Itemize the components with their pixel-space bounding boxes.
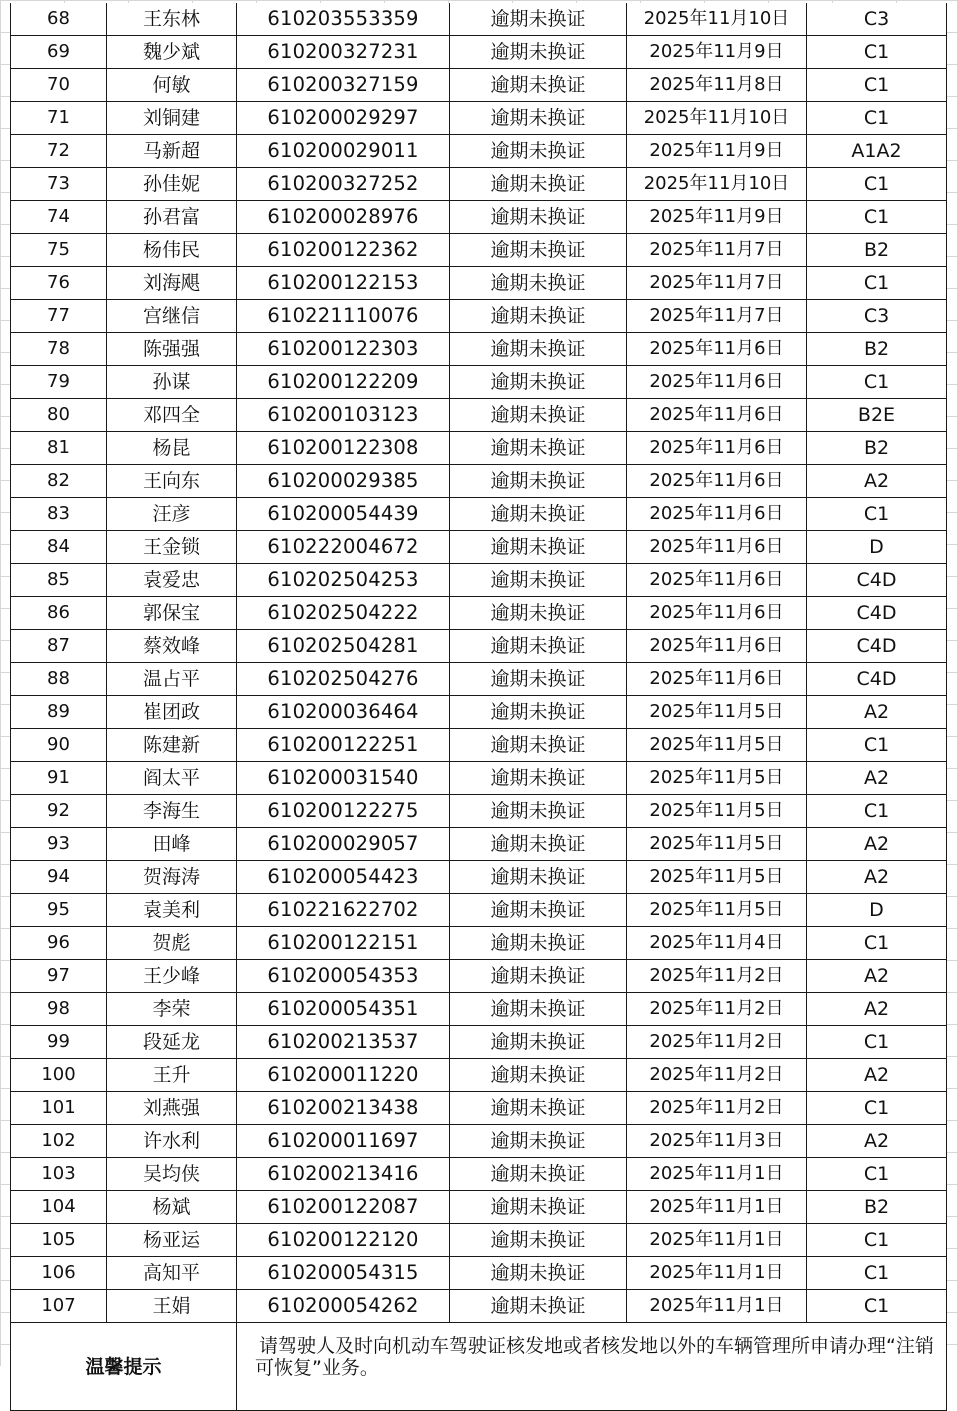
driver-name-cell[interactable]: 邓四全 — [107, 399, 237, 432]
records-table — [10, 3, 947, 1411]
license-class-cell[interactable]: B2 — [807, 333, 947, 366]
license-class-cell[interactable]: C4D — [807, 630, 947, 663]
status-cell[interactable]: 逾期未换证 — [450, 795, 627, 828]
license-class-cell[interactable]: C1 — [807, 69, 947, 102]
row-number-cell[interactable]: 82 — [11, 465, 107, 498]
row-number-cell[interactable]: 77 — [11, 300, 107, 333]
table-row — [11, 366, 947, 399]
date-cell[interactable]: 2025年11月6日 — [627, 465, 807, 498]
driver-name-cell[interactable]: 王升 — [107, 1059, 237, 1092]
status-cell[interactable]: 逾期未换证 — [450, 465, 627, 498]
license-number-cell[interactable]: 610200054315 — [237, 1257, 450, 1290]
date-cell[interactable]: 2025年11月6日 — [627, 531, 807, 564]
license-class-cell[interactable]: D — [807, 894, 947, 927]
status-cell[interactable]: 逾期未换证 — [450, 69, 627, 102]
row-number-cell[interactable]: 103 — [11, 1158, 107, 1191]
date-cell[interactable]: 2025年11月2日 — [627, 1059, 807, 1092]
license-number-cell[interactable]: 610221110076 — [237, 300, 450, 333]
license-class-cell[interactable]: C1 — [807, 1026, 947, 1059]
license-number-cell[interactable]: 610200054423 — [237, 861, 450, 894]
driver-name-cell[interactable]: 袁美利 — [107, 894, 237, 927]
row-number-cell[interactable]: 101 — [11, 1092, 107, 1125]
driver-name-cell[interactable]: 高知平 — [107, 1257, 237, 1290]
row-number-cell[interactable]: 81 — [11, 432, 107, 465]
table-row — [11, 1290, 947, 1323]
status-cell[interactable]: 逾期未换证 — [450, 234, 627, 267]
license-class-cell[interactable]: B2E — [807, 399, 947, 432]
license-class-cell[interactable]: C1 — [807, 795, 947, 828]
status-cell[interactable]: 逾期未换证 — [450, 1158, 627, 1191]
driver-name-cell[interactable]: 王少峰 — [107, 960, 237, 993]
table-row — [11, 861, 947, 894]
license-class-cell[interactable]: C3 — [807, 300, 947, 333]
row-number-cell[interactable]: 92 — [11, 795, 107, 828]
status-cell[interactable]: 逾期未换证 — [450, 1092, 627, 1125]
license-number-cell[interactable]: 610200122308 — [237, 432, 450, 465]
driver-name-cell[interactable]: 汪彦 — [107, 498, 237, 531]
row-number-cell[interactable]: 73 — [11, 168, 107, 201]
table-row — [11, 69, 947, 102]
license-class-cell[interactable]: D — [807, 531, 947, 564]
row-number-cell[interactable]: 91 — [11, 762, 107, 795]
license-class-cell[interactable]: A2 — [807, 993, 947, 1026]
table-row — [11, 762, 947, 795]
driver-name-cell[interactable]: 袁爱忠 — [107, 564, 237, 597]
table-row — [11, 1059, 947, 1092]
row-number-cell[interactable]: 68 — [11, 3, 107, 36]
driver-name-cell[interactable]: 刘铜建 — [107, 102, 237, 135]
driver-name-cell[interactable]: 杨斌 — [107, 1191, 237, 1224]
table-row — [11, 1257, 947, 1290]
driver-name-cell[interactable]: 王金锁 — [107, 531, 237, 564]
status-cell[interactable]: 逾期未换证 — [450, 729, 627, 762]
status-cell[interactable]: 逾期未换证 — [450, 1125, 627, 1158]
license-number-cell[interactable]: 610202504222 — [237, 597, 450, 630]
date-cell[interactable]: 2025年11月7日 — [627, 234, 807, 267]
license-number-cell[interactable]: 610200213416 — [237, 1158, 450, 1191]
license-number-cell[interactable]: 610200054351 — [237, 993, 450, 1026]
row-number-cell[interactable]: 76 — [11, 267, 107, 300]
license-number-cell[interactable]: 610203553359 — [237, 3, 450, 36]
driver-name-cell[interactable]: 李荣 — [107, 993, 237, 1026]
driver-name-cell[interactable]: 杨昆 — [107, 432, 237, 465]
table-row — [11, 564, 947, 597]
license-number-cell[interactable]: 610200327159 — [237, 69, 450, 102]
date-cell[interactable]: 2025年11月2日 — [627, 1092, 807, 1125]
license-number-cell[interactable]: 610202504253 — [237, 564, 450, 597]
table-row — [11, 630, 947, 663]
row-number-cell[interactable]: 99 — [11, 1026, 107, 1059]
row-number-cell[interactable]: 89 — [11, 696, 107, 729]
status-cell[interactable]: 逾期未换证 — [450, 432, 627, 465]
date-cell[interactable]: 2025年11月6日 — [627, 597, 807, 630]
row-number-cell[interactable]: 104 — [11, 1191, 107, 1224]
license-class-cell[interactable]: C1 — [807, 1224, 947, 1257]
status-cell[interactable]: 逾期未换证 — [450, 36, 627, 69]
license-number-cell[interactable]: 610200054262 — [237, 1290, 450, 1323]
license-number-cell[interactable]: 610200011220 — [237, 1059, 450, 1092]
date-cell[interactable]: 2025年11月8日 — [627, 69, 807, 102]
license-class-cell[interactable]: C4D — [807, 564, 947, 597]
license-class-cell[interactable]: A2 — [807, 465, 947, 498]
status-cell[interactable]: 逾期未换证 — [450, 927, 627, 960]
driver-name-cell[interactable]: 贺海涛 — [107, 861, 237, 894]
date-cell[interactable]: 2025年11月6日 — [627, 432, 807, 465]
date-cell[interactable]: 2025年11月1日 — [627, 1224, 807, 1257]
license-number-cell[interactable]: 610200122153 — [237, 267, 450, 300]
table-row — [11, 894, 947, 927]
driver-name-cell[interactable]: 李海生 — [107, 795, 237, 828]
row-number-cell[interactable]: 106 — [11, 1257, 107, 1290]
license-number-cell[interactable]: 610200213438 — [237, 1092, 450, 1125]
table-row — [11, 234, 947, 267]
table-row — [11, 36, 947, 69]
license-class-cell[interactable]: A2 — [807, 960, 947, 993]
row-number-cell[interactable]: 74 — [11, 201, 107, 234]
table-row — [11, 267, 947, 300]
driver-name-cell[interactable]: 孙君富 — [107, 201, 237, 234]
license-number-cell[interactable]: 610200029057 — [237, 828, 450, 861]
license-number-cell[interactable]: 610200122151 — [237, 927, 450, 960]
license-number-cell[interactable]: 610200122251 — [237, 729, 450, 762]
date-cell[interactable]: 2025年11月5日 — [627, 729, 807, 762]
driver-name-cell[interactable]: 许水利 — [107, 1125, 237, 1158]
date-cell[interactable]: 2025年11月6日 — [627, 630, 807, 663]
license-class-cell[interactable]: A1A2 — [807, 135, 947, 168]
date-cell[interactable]: 2025年11月7日 — [627, 300, 807, 333]
table-row — [11, 465, 947, 498]
table-row — [11, 1191, 947, 1224]
status-cell[interactable]: 逾期未换证 — [450, 828, 627, 861]
tip-row — [11, 1323, 947, 1411]
license-class-cell[interactable]: C1 — [807, 1257, 947, 1290]
driver-name-cell[interactable]: 王东林 — [107, 3, 237, 36]
driver-name-cell[interactable]: 贺彪 — [107, 927, 237, 960]
table-row — [11, 1158, 947, 1191]
table-row — [11, 1092, 947, 1125]
date-cell[interactable]: 2025年11月2日 — [627, 1026, 807, 1059]
table-row — [11, 729, 947, 762]
license-class-cell[interactable]: C1 — [807, 36, 947, 69]
driver-name-cell[interactable]: 段延龙 — [107, 1026, 237, 1059]
license-class-cell[interactable]: C1 — [807, 267, 947, 300]
status-cell[interactable]: 逾期未换证 — [450, 267, 627, 300]
driver-name-cell[interactable]: 刘燕强 — [107, 1092, 237, 1125]
row-number-cell[interactable]: 79 — [11, 366, 107, 399]
license-number-cell[interactable]: 610200054439 — [237, 498, 450, 531]
license-number-cell[interactable]: 610200036464 — [237, 696, 450, 729]
license-class-cell[interactable]: B2 — [807, 1191, 947, 1224]
license-class-cell[interactable]: A2 — [807, 1125, 947, 1158]
date-cell[interactable]: 2025年11月10日 — [627, 168, 807, 201]
driver-name-cell[interactable]: 王向东 — [107, 465, 237, 498]
license-class-cell[interactable]: C1 — [807, 201, 947, 234]
driver-name-cell[interactable]: 马新超 — [107, 135, 237, 168]
date-cell[interactable]: 2025年11月1日 — [627, 1191, 807, 1224]
status-cell[interactable]: 逾期未换证 — [450, 1290, 627, 1323]
table-row — [11, 828, 947, 861]
row-number-cell[interactable]: 105 — [11, 1224, 107, 1257]
license-number-cell[interactable]: 610222004672 — [237, 531, 450, 564]
date-cell[interactable]: 2025年11月5日 — [627, 762, 807, 795]
license-number-cell[interactable]: 610200122362 — [237, 234, 450, 267]
license-class-cell[interactable]: A2 — [807, 861, 947, 894]
date-cell[interactable]: 2025年11月1日 — [627, 1257, 807, 1290]
license-number-cell[interactable]: 610200327252 — [237, 168, 450, 201]
date-cell[interactable]: 2025年11月2日 — [627, 960, 807, 993]
driver-name-cell[interactable]: 宫继信 — [107, 300, 237, 333]
date-cell[interactable]: 2025年11月10日 — [627, 102, 807, 135]
row-number-cell[interactable]: 75 — [11, 234, 107, 267]
table-row — [11, 102, 947, 135]
status-cell[interactable]: 逾期未换证 — [450, 894, 627, 927]
date-cell[interactable]: 2025年11月9日 — [627, 135, 807, 168]
date-cell[interactable]: 2025年11月1日 — [627, 1158, 807, 1191]
table-row — [11, 168, 947, 201]
status-cell[interactable]: 逾期未换证 — [450, 201, 627, 234]
license-class-cell[interactable]: C1 — [807, 1290, 947, 1323]
license-class-cell[interactable]: C1 — [807, 1092, 947, 1125]
license-class-cell[interactable]: A2 — [807, 696, 947, 729]
status-cell[interactable]: 逾期未换证 — [450, 498, 627, 531]
table-row — [11, 993, 947, 1026]
status-cell[interactable]: 逾期未换证 — [450, 1257, 627, 1290]
row-number-cell[interactable]: 96 — [11, 927, 107, 960]
table-row — [11, 1026, 947, 1059]
status-cell[interactable]: 逾期未换证 — [450, 366, 627, 399]
status-cell[interactable]: 逾期未换证 — [450, 1191, 627, 1224]
driver-name-cell[interactable]: 蔡效峰 — [107, 630, 237, 663]
status-cell[interactable]: 逾期未换证 — [450, 102, 627, 135]
status-cell[interactable]: 逾期未换证 — [450, 696, 627, 729]
table-row — [11, 333, 947, 366]
status-cell[interactable]: 逾期未换证 — [450, 960, 627, 993]
license-class-cell[interactable]: C1 — [807, 366, 947, 399]
license-number-cell[interactable]: 610200103123 — [237, 399, 450, 432]
license-number-cell[interactable]: 610200122120 — [237, 1224, 450, 1257]
license-number-cell[interactable]: 610200054353 — [237, 960, 450, 993]
tip-label[interactable]: 温馨提示 — [11, 1323, 237, 1411]
driver-name-cell[interactable]: 孙佳妮 — [107, 168, 237, 201]
date-cell[interactable]: 2025年11月6日 — [627, 333, 807, 366]
license-number-cell[interactable]: 610200029011 — [237, 135, 450, 168]
table-row — [11, 696, 947, 729]
table-row — [11, 300, 947, 333]
table-row — [11, 399, 947, 432]
license-number-cell[interactable]: 610200029297 — [237, 102, 450, 135]
table-row — [11, 1224, 947, 1257]
date-cell[interactable]: 2025年11月4日 — [627, 927, 807, 960]
license-class-cell[interactable]: A2 — [807, 762, 947, 795]
license-class-cell[interactable]: C4D — [807, 597, 947, 630]
license-number-cell[interactable]: 610202504281 — [237, 630, 450, 663]
date-cell[interactable]: 2025年11月6日 — [627, 399, 807, 432]
row-number-cell[interactable]: 95 — [11, 894, 107, 927]
date-cell[interactable]: 2025年11月5日 — [627, 795, 807, 828]
date-cell[interactable]: 2025年11月6日 — [627, 564, 807, 597]
license-number-cell[interactable]: 610221622702 — [237, 894, 450, 927]
status-cell[interactable]: 逾期未换证 — [450, 1224, 627, 1257]
row-number-cell[interactable]: 78 — [11, 333, 107, 366]
license-class-cell[interactable]: B2 — [807, 234, 947, 267]
date-cell[interactable]: 2025年11月6日 — [627, 498, 807, 531]
date-cell[interactable]: 2025年11月6日 — [627, 366, 807, 399]
driver-name-cell[interactable]: 陈建新 — [107, 729, 237, 762]
tip-text[interactable]: 请驾驶人及时向机动车驾驶证核发地或者核发地以外的车辆管理所申请办理“注销可恢复”业务。 — [237, 1323, 947, 1411]
row-number-cell[interactable]: 83 — [11, 498, 107, 531]
license-number-cell[interactable]: 610200028976 — [237, 201, 450, 234]
license-number-cell[interactable]: 610200122303 — [237, 333, 450, 366]
driver-name-cell[interactable]: 郭保宝 — [107, 597, 237, 630]
status-cell[interactable]: 逾期未换证 — [450, 333, 627, 366]
row-number-cell[interactable]: 94 — [11, 861, 107, 894]
table-row — [11, 795, 947, 828]
license-number-cell[interactable]: 610202504276 — [237, 663, 450, 696]
license-class-cell[interactable]: B2 — [807, 432, 947, 465]
date-cell[interactable]: 2025年11月9日 — [627, 36, 807, 69]
license-class-cell[interactable]: C1 — [807, 729, 947, 762]
driver-name-cell[interactable]: 杨伟民 — [107, 234, 237, 267]
status-cell[interactable]: 逾期未换证 — [450, 531, 627, 564]
row-number-cell[interactable]: 93 — [11, 828, 107, 861]
table-row — [11, 432, 947, 465]
status-cell[interactable]: 逾期未换证 — [450, 630, 627, 663]
status-cell[interactable]: 逾期未换证 — [450, 597, 627, 630]
license-number-cell[interactable]: 610200031540 — [237, 762, 450, 795]
table-row — [11, 960, 947, 993]
status-cell[interactable]: 逾期未换证 — [450, 399, 627, 432]
date-cell[interactable]: 2025年11月5日 — [627, 894, 807, 927]
driver-name-cell[interactable]: 刘海飓 — [107, 267, 237, 300]
status-cell[interactable]: 逾期未换证 — [450, 993, 627, 1026]
driver-name-cell[interactable]: 魏少斌 — [107, 36, 237, 69]
status-cell[interactable]: 逾期未换证 — [450, 762, 627, 795]
license-class-cell[interactable]: A2 — [807, 1059, 947, 1092]
table-row — [11, 927, 947, 960]
status-cell[interactable]: 逾期未换证 — [450, 663, 627, 696]
date-cell[interactable]: 2025年11月10日 — [627, 3, 807, 36]
status-cell[interactable]: 逾期未换证 — [450, 135, 627, 168]
driver-name-cell[interactable]: 温占平 — [107, 663, 237, 696]
license-class-cell[interactable]: C4D — [807, 663, 947, 696]
table-row — [11, 531, 947, 564]
license-class-cell[interactable]: A2 — [807, 828, 947, 861]
driver-name-cell[interactable]: 陈强强 — [107, 333, 237, 366]
row-number-cell[interactable]: 102 — [11, 1125, 107, 1158]
row-number-cell[interactable]: 71 — [11, 102, 107, 135]
driver-name-cell[interactable]: 崔团政 — [107, 696, 237, 729]
row-number-cell[interactable]: 88 — [11, 663, 107, 696]
date-cell[interactable]: 2025年11月2日 — [627, 993, 807, 1026]
row-number-cell[interactable]: 80 — [11, 399, 107, 432]
row-number-cell[interactable]: 86 — [11, 597, 107, 630]
driver-name-cell[interactable]: 杨亚运 — [107, 1224, 237, 1257]
license-number-cell[interactable]: 610200011697 — [237, 1125, 450, 1158]
row-number-cell[interactable]: 87 — [11, 630, 107, 663]
table-row — [11, 498, 947, 531]
date-cell[interactable]: 2025年11月5日 — [627, 861, 807, 894]
status-cell[interactable]: 逾期未换证 — [450, 564, 627, 597]
status-cell[interactable]: 逾期未换证 — [450, 300, 627, 333]
driver-name-cell[interactable]: 吴均侠 — [107, 1158, 237, 1191]
license-number-cell[interactable]: 610200122275 — [237, 795, 450, 828]
license-number-cell[interactable]: 610200327231 — [237, 36, 450, 69]
license-class-cell[interactable]: C1 — [807, 498, 947, 531]
date-cell[interactable]: 2025年11月5日 — [627, 828, 807, 861]
license-number-cell[interactable]: 610200122209 — [237, 366, 450, 399]
row-number-cell[interactable]: 70 — [11, 69, 107, 102]
date-cell[interactable]: 2025年11月7日 — [627, 267, 807, 300]
table-row — [11, 597, 947, 630]
driver-name-cell[interactable]: 田峰 — [107, 828, 237, 861]
status-cell[interactable]: 逾期未换证 — [450, 861, 627, 894]
row-number-cell[interactable]: 72 — [11, 135, 107, 168]
table-row — [11, 135, 947, 168]
table-row — [11, 3, 947, 36]
status-cell[interactable]: 逾期未换证 — [450, 168, 627, 201]
row-number-cell[interactable]: 100 — [11, 1059, 107, 1092]
row-number-cell[interactable]: 84 — [11, 531, 107, 564]
date-cell[interactable]: 2025年11月6日 — [627, 663, 807, 696]
license-class-cell[interactable]: C1 — [807, 1158, 947, 1191]
license-class-cell[interactable]: C1 — [807, 102, 947, 135]
driver-name-cell[interactable]: 孙谋 — [107, 366, 237, 399]
driver-name-cell[interactable]: 阎太平 — [107, 762, 237, 795]
driver-name-cell[interactable]: 何敏 — [107, 69, 237, 102]
table-row — [11, 201, 947, 234]
date-cell[interactable]: 2025年11月3日 — [627, 1125, 807, 1158]
records-body — [11, 3, 947, 1411]
row-number-cell[interactable]: 107 — [11, 1290, 107, 1323]
license-class-cell[interactable]: C1 — [807, 927, 947, 960]
license-number-cell[interactable]: 610200213537 — [237, 1026, 450, 1059]
status-cell[interactable]: 逾期未换证 — [450, 1026, 627, 1059]
row-number-cell[interactable]: 90 — [11, 729, 107, 762]
row-number-cell[interactable]: 69 — [11, 36, 107, 69]
license-number-cell[interactable]: 610200122087 — [237, 1191, 450, 1224]
row-number-cell[interactable]: 98 — [11, 993, 107, 1026]
row-number-cell[interactable]: 85 — [11, 564, 107, 597]
license-number-cell[interactable]: 610200029385 — [237, 465, 450, 498]
license-class-cell[interactable]: C3 — [807, 3, 947, 36]
date-cell[interactable]: 2025年11月9日 — [627, 201, 807, 234]
driver-name-cell[interactable]: 王娟 — [107, 1290, 237, 1323]
status-cell[interactable]: 逾期未换证 — [450, 1059, 627, 1092]
table-row — [11, 663, 947, 696]
date-cell[interactable]: 2025年11月5日 — [627, 696, 807, 729]
status-cell[interactable]: 逾期未换证 — [450, 3, 627, 36]
table-row — [11, 1125, 947, 1158]
license-class-cell[interactable]: C1 — [807, 168, 947, 201]
row-number-cell[interactable]: 97 — [11, 960, 107, 993]
date-cell[interactable]: 2025年11月1日 — [627, 1290, 807, 1323]
